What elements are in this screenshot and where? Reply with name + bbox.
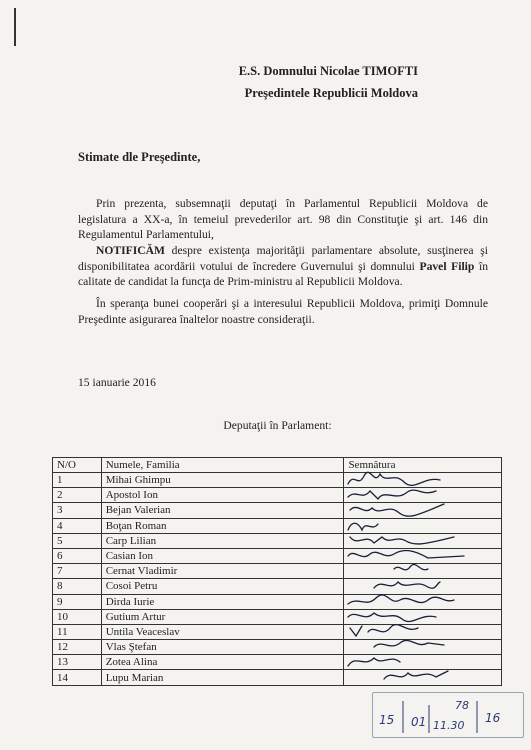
header-number: N/O [53,458,102,473]
header-name: Numele, Familia [101,458,344,473]
signature-stroke [348,550,464,557]
handwritten-signature [344,667,504,687]
letter-date: 15 ianuarie 2016 [78,376,156,389]
row-number: 14 [53,670,102,685]
row-number: 11 [53,624,102,639]
candidate-name: Pavel Filip [419,259,475,273]
row-deputy-name: Untila Veaceslav [101,624,344,639]
addressee-name: E.S. Domnului Nicolae TIMOFTI [238,64,418,78]
row-number: 3 [53,503,102,518]
notification-text-end: în calitate de candidat la funcţa de Prim-ministru al Republicii Moldova. [78,259,488,288]
signature-stroke [374,641,444,648]
notification-keyword: NOTIFICĂM [96,244,165,257]
row-deputy-name: Vlas Ştefan [101,640,344,655]
table-body [53,473,502,686]
stamp-day: 15 [379,713,395,727]
table-title: Deputaţii în Parlament: [223,419,332,432]
row-deputy-name: Boţan Roman [101,518,344,533]
row-deputy-name: Bejan Valerian [101,503,344,518]
row-number: 4 [53,518,102,533]
table-row [53,670,502,685]
notification-text: despre existenţa majorităţii parlamentare absolute, susţinerea şi disponibilitatea acordării votului de încredere Guvernului şi domnului [78,244,488,273]
signature-stroke [348,490,436,499]
paragraph-intro: Prin prezenta, subsemnaţii deputaţi în Parlamentul Republicii Moldova de legislatura a XX-a, în temeiul prevederilor art. 98 din Constituţie şi art. 146 din Regulamentul Parlamentului, [78,197,488,241]
signature-stroke [374,582,440,588]
row-number: 6 [53,548,102,563]
row-number: 8 [53,579,102,594]
signature-stroke [350,625,418,636]
signature-stroke [350,537,454,544]
deputies-table [52,457,502,686]
stamp-lines [373,693,523,737]
row-number: 5 [53,533,102,548]
signature-stroke [348,613,436,622]
stamp-time: 11.30 [433,719,465,732]
stamp-year: 16 [485,711,501,725]
row-number: 10 [53,609,102,624]
row-deputy-name: Cernat Vladimir [101,564,344,579]
row-deputy-name: Apostol Ion [101,488,344,503]
row-number: 13 [53,655,102,670]
stamp-number: 78 [455,699,469,712]
page-margin-mark [14,8,16,46]
stamp-month: 01 [411,715,427,729]
signature-stroke [384,671,448,679]
row-deputy-name: Cosoi Petru [101,579,344,594]
row-number: 7 [53,564,102,579]
row-signature [344,670,502,685]
signature-stroke [348,594,454,603]
row-deputy-name: Zotea Alina [101,655,344,670]
row-deputy-name: Mihai Ghimpu [101,473,344,488]
signature-stroke [348,658,400,666]
paragraph-closing: În speranţa bunei cooperări şi a interesului Republicii Moldova, primiţi Domnule Preşedinte asigurarea înaltelor noastre consideraţii. [78,297,488,326]
row-deputy-name: Gutium Artur [101,609,344,624]
salutation: Stimate dle Preşedinte, [78,150,201,164]
addressee-title: Preşedintele Republicii Moldova [244,86,418,100]
row-number: 12 [53,640,102,655]
header-signature: Semnătura [344,458,502,473]
signature-stroke [348,472,440,485]
signature-stroke [348,523,378,530]
registration-stamp [372,692,524,738]
row-number: 9 [53,594,102,609]
row-deputy-name: Lupu Marian [101,670,344,685]
signature-stroke [394,565,428,570]
row-deputy-name: Casian Ion [101,548,344,563]
row-deputy-name: Carp Lilian [101,533,344,548]
row-deputy-name: Dirda Iurie [101,594,344,609]
row-number: 2 [53,488,102,503]
row-number: 1 [53,473,102,488]
paragraph-notification [78,243,488,290]
